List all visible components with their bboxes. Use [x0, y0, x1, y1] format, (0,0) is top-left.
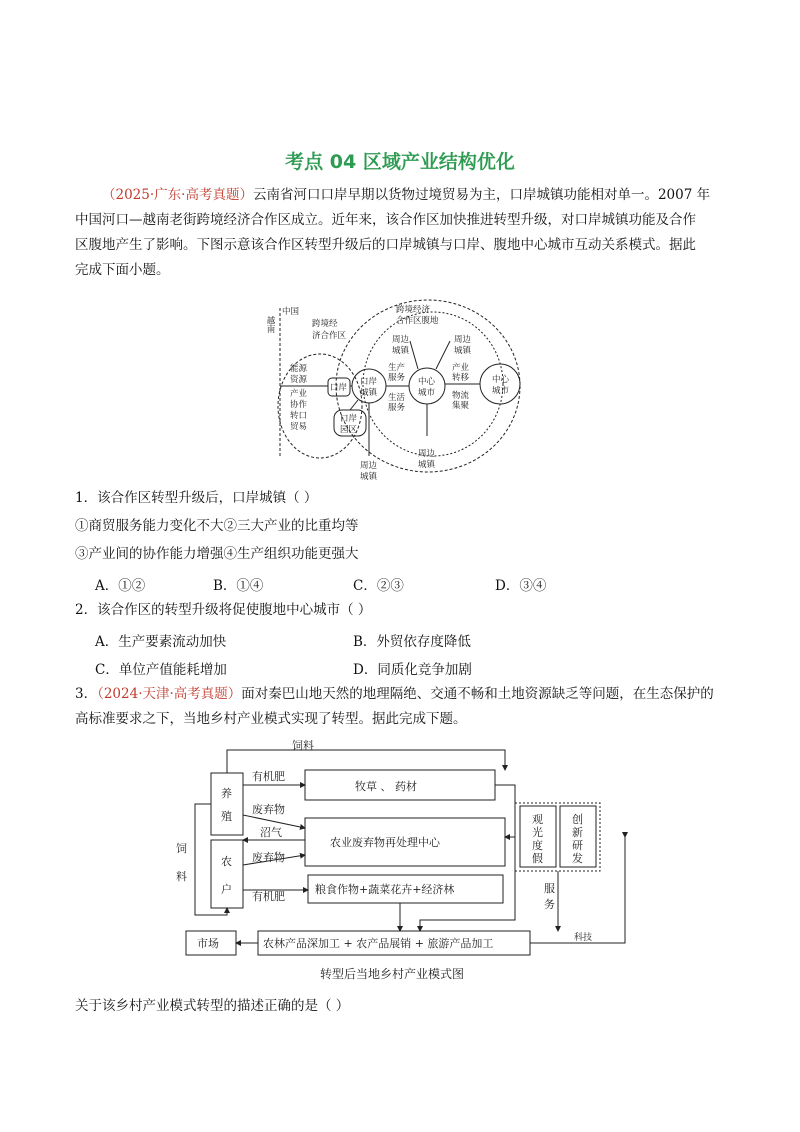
- tourism-box: 观: [532, 813, 543, 826]
- service-label: 生活: [388, 393, 406, 403]
- port-town-label: 城镇: [360, 388, 378, 398]
- left-label: 能源: [290, 364, 308, 374]
- option-c[interactable]: C．单位产值能耗增加: [95, 662, 227, 678]
- manure-label: 有机肥: [252, 770, 285, 783]
- surrounding-town-label: 周边: [454, 335, 472, 345]
- hinterland-label-2: 合作区腹地: [396, 316, 439, 326]
- surrounding-town-label: 周边: [392, 335, 410, 345]
- port-label: 口岸: [330, 383, 348, 393]
- flow-label: 转移: [452, 373, 470, 383]
- processing-box: 农林产品深加工 + 农产品展销 + 旅游产品加工: [263, 937, 494, 950]
- service-label: 服: [544, 882, 555, 895]
- intro-line: 云南省河口口岸早期以货物过境贸易为主，口岸城镇功能相对单一。2007 年: [252, 187, 711, 203]
- hinterland-city-label: 中心: [492, 375, 510, 385]
- left-label: 产业: [290, 389, 308, 399]
- option-b[interactable]: B．外贸依存度降低: [353, 634, 471, 650]
- farmer-label: 户: [221, 883, 232, 896]
- zone-label-1: 跨境经: [312, 319, 338, 329]
- center-city-label: 中心: [418, 377, 436, 387]
- innovation-box: 发: [572, 852, 583, 865]
- grass-medicine-box: 牧草 、 药材: [355, 780, 417, 793]
- option-b[interactable]: B．①④: [213, 578, 264, 594]
- surrounding-town-label: 周边: [418, 449, 436, 459]
- figure-caption: 转型后当地乡村产业模式图: [320, 967, 465, 981]
- waste-label: 废弃物: [252, 851, 285, 864]
- innovation-box: 新: [572, 826, 583, 839]
- source-tag: （2024·天津·高考真题）: [97, 686, 242, 702]
- surrounding-town-label: 城镇: [418, 460, 436, 470]
- statement-line: ①商贸服务能力变化不大②三大产业的比重均等: [75, 518, 359, 534]
- flow-label: 集聚: [452, 401, 470, 411]
- service-label: 服务: [388, 373, 406, 383]
- question-3-intro: [75, 682, 725, 732]
- port-interaction-diagram: [265, 296, 530, 484]
- surrounding-town-label: 周边: [360, 461, 378, 471]
- option-d[interactable]: D．同质化竞争加剧: [353, 662, 472, 678]
- crops-box: 粮食作物+蔬菜花卉+经济林: [315, 883, 455, 896]
- intro-line: 面对秦巴山地天然的地理隔绝、交通不畅和土地资源缺乏等问题，在生态保护的: [241, 686, 714, 702]
- option-a[interactable]: A．①②: [95, 578, 146, 594]
- flow-label: 物流: [452, 391, 470, 401]
- tech-label: 科技: [574, 933, 593, 943]
- farmer-label: 农: [221, 855, 232, 868]
- breeding-label: 殖: [221, 810, 232, 823]
- vietnam-label: 越南: [265, 316, 275, 333]
- option-d[interactable]: D．③④: [495, 578, 547, 594]
- surrounding-town-label: 城镇: [392, 346, 410, 356]
- source-tag: （2025·广东·高考真题）: [102, 187, 253, 203]
- hinterland-label-1: 跨境经济: [396, 305, 431, 315]
- manure-label: 有机肥: [252, 890, 285, 903]
- market-box: 市场: [197, 937, 219, 950]
- intro-line: 完成下面小题。: [75, 262, 170, 278]
- waste-label: 废弃物: [252, 803, 285, 816]
- biogas-label: 沼气: [260, 826, 282, 839]
- intro-line: 高标准要求之下，当地乡村产业模式实现了转型。据此完成下题。: [75, 711, 467, 727]
- intro-line: 中国河口—越南老街跨境经济合作区成立。近年来，该合作区加快推进转型升级，对口岸城镇功能及合作: [75, 212, 696, 228]
- question-stem: 1．该合作区转型升级后，口岸城镇（ ）: [75, 490, 318, 506]
- tourism-box: 度: [532, 839, 543, 852]
- innovation-box: 创: [572, 813, 583, 826]
- service-label: 务: [544, 898, 555, 911]
- center-city-label: 城市: [418, 388, 436, 398]
- innovation-box: 研: [572, 839, 583, 852]
- option-c[interactable]: C．②③: [353, 578, 404, 594]
- rural-industry-diagram: [170, 740, 632, 986]
- surrounding-town-label: 城镇: [360, 472, 378, 482]
- china-label: 中国: [282, 307, 300, 317]
- page-title: 考点 04 区域产业结构优化: [285, 151, 515, 173]
- flow-label: 产业: [452, 363, 470, 373]
- left-label: 贸易: [290, 422, 308, 432]
- tourism-box: 光: [532, 826, 543, 839]
- statement-line: ③产业间的协作能力增强④生产组织功能更强大: [75, 546, 359, 562]
- intro-line: 区腹地产生了影响。下图示意该合作区转型升级后的口岸城镇与口岸、腹地中心城市互动关系模式。据此: [75, 237, 696, 253]
- zone-label-2: 济合作区: [312, 331, 347, 341]
- feed-label: 饲: [176, 842, 187, 855]
- question-1: [75, 486, 359, 566]
- left-label: 资源: [290, 375, 308, 385]
- port-town-label: 口岸: [360, 377, 378, 387]
- hinterland-city-label: 城市: [492, 386, 510, 396]
- tourism-box: 假: [532, 852, 543, 865]
- service-label: 服务: [388, 403, 406, 413]
- waste-center-box: 农业废弃物再处理中心: [330, 836, 440, 849]
- port-park-label: 口岸: [340, 414, 358, 424]
- feed-label: 饲料: [292, 739, 314, 752]
- question-3-stem: 关于该乡村产业模式转型的描述正确的是（ ）: [75, 998, 350, 1014]
- feed-label: 料: [176, 870, 187, 883]
- breeding-label: 养: [221, 787, 232, 800]
- question-number: 3．: [75, 686, 98, 702]
- left-label: 转口: [290, 411, 308, 421]
- option-a[interactable]: A．生产要素流动加快: [95, 634, 227, 650]
- port-park-label: 园区: [340, 425, 358, 435]
- service-label: 生产: [388, 363, 406, 373]
- left-label: 协作: [290, 400, 308, 410]
- surrounding-town-label: 城镇: [454, 346, 472, 356]
- question-intro: [75, 183, 725, 283]
- question-2-stem: 2．该合作区的转型升级将促使腹地中心城市（ ）: [75, 602, 372, 618]
